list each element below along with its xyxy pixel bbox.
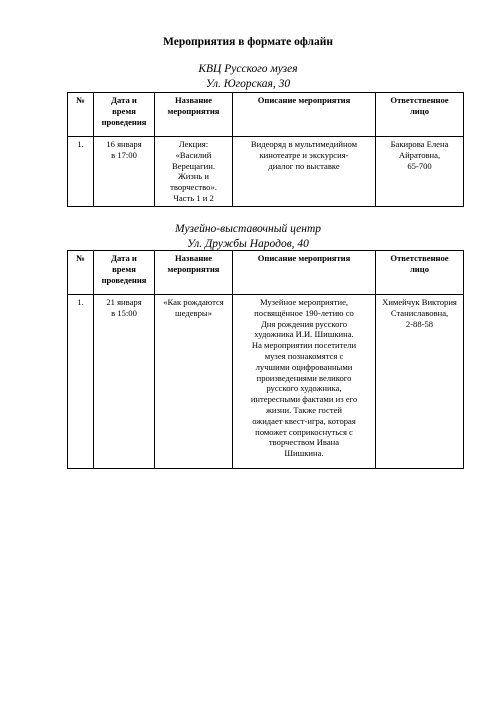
venue-1-name: КВЦ Русского музея bbox=[198, 63, 298, 75]
cell-person: Бакирова Елена Айратовна, 65-700 bbox=[376, 137, 464, 207]
venue-2-name: Музейно-выставочный центр bbox=[174, 223, 322, 235]
header-person: Ответственное лицо bbox=[376, 93, 464, 137]
cell-date: 16 января в 17:00 bbox=[94, 137, 155, 207]
table-header-row bbox=[68, 251, 464, 295]
header-name: Название мероприятия bbox=[155, 251, 233, 295]
header-name: Название мероприятия bbox=[155, 93, 233, 137]
cell-num: 1. bbox=[68, 137, 94, 207]
cell-name: «Как рождаются шедевры» bbox=[155, 295, 233, 469]
header-desc: Описание мероприятия bbox=[233, 93, 376, 137]
page-title: Мероприятия в формате офлайн bbox=[163, 36, 333, 48]
header-num: № bbox=[68, 251, 94, 295]
header-date: Дата и время проведения bbox=[94, 251, 155, 295]
header-num: № bbox=[68, 93, 94, 137]
events-table-1 bbox=[67, 92, 464, 207]
table-row bbox=[68, 137, 464, 207]
header-desc: Описание мероприятия bbox=[233, 251, 376, 295]
cell-date: 21 января в 15:00 bbox=[94, 295, 155, 469]
header-date: Дата и время проведения bbox=[94, 93, 155, 137]
venue-2-address: Ул. Дружбы Народов, 40 bbox=[187, 238, 309, 250]
table-header-row bbox=[68, 93, 464, 137]
cell-desc: Видеоряд в мультимедийном кинотеатре и экскурсия- диалог по выставке bbox=[233, 137, 376, 207]
events-table-2 bbox=[67, 250, 464, 469]
cell-name: Лекция: «Василий Верещагин. Жизнь и творчество». Часть 1 и 2 bbox=[155, 137, 233, 207]
table-row bbox=[68, 295, 464, 469]
cell-person: Химейчук Виктория Станиславовна, 2-88-58 bbox=[376, 295, 464, 469]
cell-desc: Музейное мероприятие, посвящённое 190-летию со Дня рождения русского художника И.И. Шишкина. На мероприятии посетители музея познакомятся с лучшими оцифрованными произведениями великого русского художника, интересными фактами из его жизни. Также гостей ожидает квест-игра, которая поможет соприкоснуться с творчеством Ивана Шишкина. bbox=[233, 295, 376, 469]
header-person: Ответственное лицо bbox=[376, 251, 464, 295]
cell-num: 1. bbox=[68, 295, 94, 469]
venue-1-address: Ул. Югорская, 30 bbox=[205, 78, 291, 90]
